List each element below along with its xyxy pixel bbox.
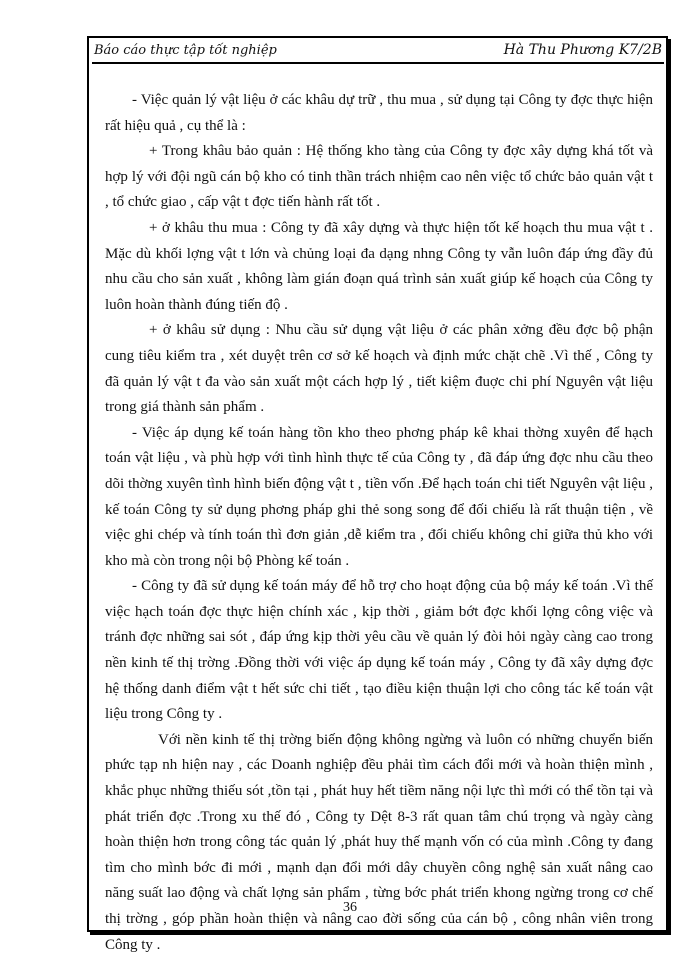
paragraph-purchasing: + ở khâu thu mua : Công ty đã xây dựng và thực hiện tốt kế hoạch thu mua vật t . Mặc dù khối lợng vật t lớn và chủng loại đa dạng nhng Công ty vẫn luôn đáp ứng đầy đủ nhu cầu cho sản xuất , không làm gián đoạn quá trình sản xuất giúp kế hoạch của Công ty luôn hoàn thành đúng tiến độ . [105,219,653,313]
paragraph-inventory-accounting: - Việc áp dụng kế toán hàng tồn kho theo phơng pháp kê khai thờng xuyên để hạch toán vật liệu , và phù hợp với tình hình thực tế của Công ty , đã đáp ứng đợc nhu cầu theo dõi thờng xuyên tình hình biến động vật t , tiền vốn .Để hạch toán chi tiết Nguyên vật liệu , kế toán Công ty sử dụng phơng pháp ghi thẻ song song để đối chiếu là rất thuận tiện , về việc ghi chép và tính toán thì đơn giản ,dễ kiểm tra , đối chiếu không chỉ giữa thủ kho với kho mà còn trong nội bộ Phòng kế toán . [105,424,653,569]
header-author: Hà Thu Phương K7/2B [503,42,662,58]
paragraph-management-intro: - Việc quản lý vật liệu ở các khâu dự trữ , thu mua , sử dụng tại Công ty đợc thực hiện rất hiệu quả , cụ thể là : [105,92,653,134]
paragraph-computer-accounting: - Công ty đã sử dụng kế toán máy để hỗ trợ cho hoạt động của bộ máy kế toán .Vì thế việc hạch toán đợc thực hiện chính xác , kịp thời , giảm bớt đợc khối lợng công việc và tránh đợc những sai sót , đáp ứng kịp thời yêu cầu về quản lý đòi hỏi ngày càng cao trong nền kinh tế thị trờng .Đồng thời với việc áp dụng kế toán máy , Công ty đã xây dựng đợc hệ thống danh điểm vật t hết sức chi tiết , tạo điều kiện thuận lợi cho công tác kế toán vật liệu trong Công ty . [105,578,653,723]
paragraph-conclusion: Với nền kinh tế thị trờng biến động không ngừng và luôn có những chuyển biến phức tạp nh hiện nay , các Doanh nghiệp đều phải tìm cách đổi mới và hoàn thiện mình , khắc phục những thiếu sót ,tồn tại , phát huy hết tiềm năng nội lực thì mới có thể tồn tại và phát triển đợc .Trong xu thế đó , Công ty Dệt 8-3 rất quan tâm chú trọng và ngày càng hoàn thiện hơn trong công tác quản lý ,phát huy thế mạnh vốn có của mình .Công ty đang tìm cho mình bớc đi mới , mạnh dạn đổi mới dây chuyền công nghệ sản xuất nâng cao năng suất lao động và chất lợng sản phẩm , từng bớc phát triển khong ngừng trong cơ chế thị trờng , góp phần hoàn thiện và nâng cao đời sống của cán bộ , công nhân viên trong Công ty . [105,731,653,953]
paragraph-usage: + ở khâu sử dụng : Nhu cầu sử dụng vật liệu ở các phân xởng đều đợc bộ phận cung tiêu kiểm tra , xét duyệt trên cơ sở kế hoạch và định mức chặt chẽ .Vì thế , Công ty đã quản lý vật t đa vào sản xuất một cách hợp lý , tiết kiệm đuợc chi phí Nguyên vật liệu trong giá thành sản phẩm . [105,322,653,416]
document-body [105,88,653,958]
page-header [92,40,664,64]
header-report-title: Báo cáo thực tập tốt nghiệp [94,43,277,58]
paragraph-storage: + Trong khâu bảo quản : Hệ thống kho tàng của Công ty đợc xây dựng khá tốt và hợp lý với đội ngũ cán bộ kho có tinh thần trách nhiệm cao nên việc tổ chức bảo quản vật t , tổ chức giao , cấp vật t đợc tiến hành rất tốt . [105,143,653,211]
page-number: 36 [343,900,357,915]
